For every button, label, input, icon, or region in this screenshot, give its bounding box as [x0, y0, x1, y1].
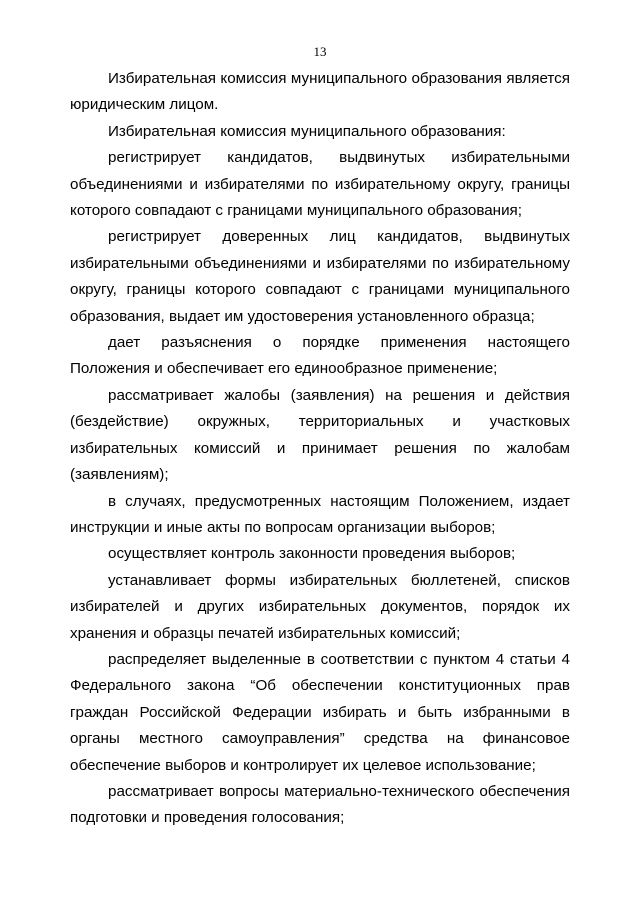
- paragraph-registers-candidates: регистрирует кандидатов, выдвинутых избирательными объединениями и избирателями по избирательному округу, границы которого совпадают с границами муниципального образования;: [70, 149, 570, 220]
- paragraph-registers-proxies: регистрирует доверенных лиц кандидатов, выдвинутых избирательными объединениями и избирателями по избирательному округу, границы которого совпадают с границами муниципального образования, выдает им удостоверения установленного образца;: [70, 228, 570, 325]
- paragraph-legal-entity: Избирательная комиссия муниципального образования является юридическим лицом.: [70, 70, 570, 114]
- paragraph-explanations: дает разъяснения о порядке применения настоящего Положения и обеспечивает его единообразное применение;: [70, 334, 570, 378]
- paragraph-instructions: в случаях, предусмотренных настоящим Положением, издает инструкции и иные акты по вопросам организации выборов;: [70, 492, 570, 536]
- document-body: [70, 66, 570, 832]
- paragraph-funds-distribution: распределяет выделенные в соответствии с пунктом 4 статьи 4 Федерального закона “Об обеспечении конституционных прав граждан Российской Федерации избирать и быть избранными в органы местного самоуправления” средства на финансовое обеспечение выборов и контролирует их целевое использование;: [70, 650, 570, 774]
- paragraph-commission-duties-intro: Избирательная комиссия муниципального образования:: [108, 122, 506, 140]
- page-number: 13: [313, 44, 327, 59]
- paragraph-legality-control: осуществляет контроль законности проведения выборов;: [108, 545, 516, 563]
- paragraph-complaints: рассматривает жалобы (заявления) на решения и действия (бездействие) окружных, территориальных и участковых избирательных комиссий и принимает решения по жалобам (заявлениям);: [70, 386, 570, 484]
- paragraph-material-support: рассматривает вопросы материально-технического обеспечения подготовки и проведения голосования;: [70, 782, 570, 827]
- paragraph-ballot-forms: устанавливает формы избирательных бюллетеней, списков избирателей и других избирательных документов, порядок их хранения и образцы печатей избирательных комиссий;: [70, 571, 570, 642]
